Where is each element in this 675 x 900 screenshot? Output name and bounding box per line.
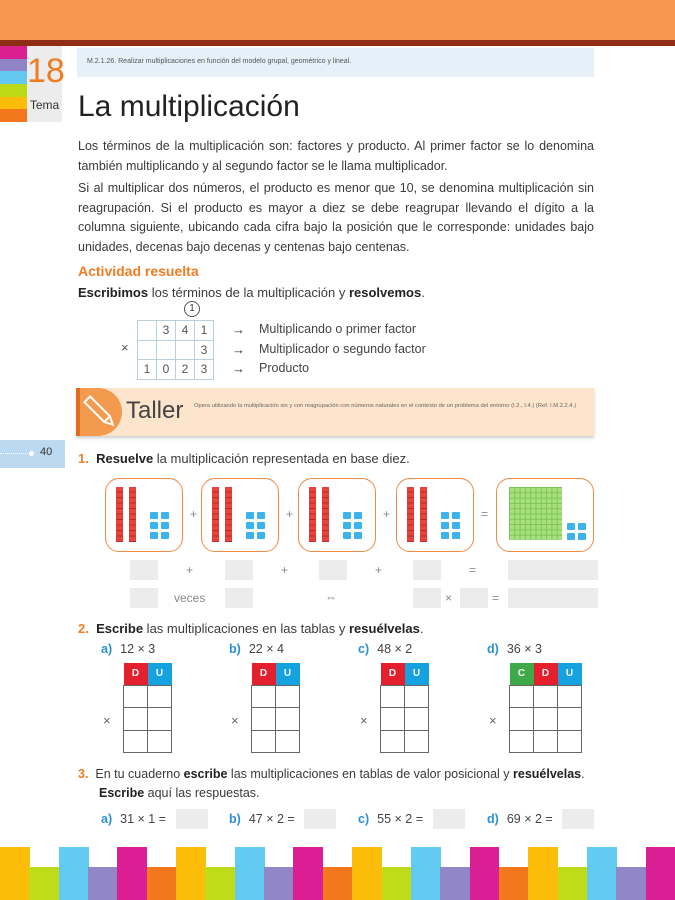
arrow-icon: → (232, 361, 245, 376)
ten-rod (309, 487, 316, 542)
item-letter: d) (487, 642, 499, 656)
answer-box[interactable] (562, 809, 594, 829)
place-value-table (251, 663, 300, 753)
item-expression: 31 × 1 = (120, 812, 166, 826)
base-ten-group (298, 478, 376, 552)
table-cell[interactable] (124, 730, 148, 753)
answer-box[interactable] (508, 588, 598, 608)
item-letter: d) (487, 812, 499, 826)
color-stripe (528, 847, 558, 900)
unit-cube (567, 523, 575, 530)
item-expression: 36 × 3 (506, 642, 542, 656)
header-row (252, 663, 300, 685)
activity-instruction (78, 283, 594, 303)
item-letter: b) (229, 812, 241, 826)
plus-sign: + (190, 507, 198, 521)
ten-rod (129, 487, 136, 542)
table-cell[interactable] (381, 708, 405, 731)
top-banner (0, 0, 675, 40)
unit-cube (150, 532, 158, 539)
answer-box[interactable] (413, 560, 441, 580)
text: . (581, 767, 585, 781)
table-cell[interactable] (148, 730, 172, 753)
table-row (510, 730, 582, 753)
plus-sign: + (383, 507, 391, 521)
grid-cell: 3 (157, 321, 176, 341)
color-stripe (59, 847, 89, 900)
table-cell[interactable] (405, 685, 429, 708)
ten-rod (407, 487, 414, 542)
color-tab (0, 84, 27, 97)
color-stripe (29, 867, 59, 900)
base-ten-group (201, 478, 279, 552)
table-row (381, 685, 429, 708)
answer-box[interactable] (225, 560, 253, 580)
text: la multiplicación representada en base diez. (153, 451, 410, 466)
grid-row (138, 340, 214, 360)
exercise-2-item-label (358, 642, 412, 656)
grid-cell (138, 321, 157, 341)
table-cell[interactable] (124, 685, 148, 708)
ten-rod (225, 487, 232, 542)
column-header-C: C (510, 663, 534, 685)
table-cell[interactable] (381, 685, 405, 708)
text: las multiplicaciones en las tablas y (143, 621, 349, 636)
color-stripe (264, 867, 294, 900)
item-letter: a) (101, 642, 113, 656)
table-cell[interactable] (276, 730, 300, 753)
table-row (252, 730, 300, 753)
ten-rod (322, 487, 329, 542)
unit-cubes (343, 512, 362, 539)
grid-row (138, 360, 214, 380)
color-stripe (0, 847, 30, 900)
unit-cubes (567, 523, 586, 540)
page-number-tab (0, 440, 65, 468)
table-cell[interactable] (405, 708, 429, 731)
unit-cube (441, 532, 449, 539)
column-header-D: D (252, 663, 276, 685)
unit-cubes (441, 512, 460, 539)
pencil-icon (76, 388, 122, 436)
item-expression: 69 × 2 = (506, 812, 553, 826)
color-stripe (382, 867, 412, 900)
column-header-U: U (276, 663, 300, 685)
operator: + (375, 563, 383, 577)
unit-cube (257, 512, 265, 519)
grid-cell: 1 (138, 360, 157, 380)
item-expression: 48 × 2 (377, 642, 413, 656)
color-stripe (411, 847, 441, 900)
intro-paragraph-2: Si al multiplicar dos números, el producto es menor que 10, se denomina multiplicación sin reagrupación. Si el producto es mayor a diez se debe reagrupar llevando el dígito a la columna siguiente, ubicando cada cifra bajo la posición que le corresponde: unidades bajo unidades, decenas bajo decenas y centenas bajo centenas. (78, 181, 594, 254)
answer-box[interactable] (304, 809, 336, 829)
arrow-icon: → (232, 341, 245, 357)
unit-cubes (150, 512, 169, 539)
color-stripe (176, 847, 206, 900)
header-row (381, 663, 429, 685)
exercise-3-item (101, 812, 166, 826)
item-expression: 55 × 2 = (377, 812, 423, 826)
table-row (510, 708, 582, 731)
times-sign: × (489, 713, 497, 728)
answer-box[interactable] (319, 560, 347, 580)
unit-cube (246, 522, 254, 529)
item-letter: b) (229, 642, 241, 656)
color-stripe (117, 847, 147, 900)
color-stripe (646, 847, 675, 900)
column-header-D: D (534, 663, 558, 685)
table-cell[interactable] (558, 708, 582, 731)
text: las multiplicaciones en tablas de valor posicional y (227, 767, 514, 781)
text: . (419, 621, 424, 636)
unit-cube (161, 522, 169, 529)
equals-sign: = (481, 507, 489, 521)
color-stripe (470, 847, 500, 900)
unit-cube (150, 512, 158, 519)
color-stripe (293, 847, 323, 900)
column-header-U: U (405, 663, 429, 685)
text: . (421, 285, 425, 300)
veces-label: veces (174, 591, 206, 605)
item-expression: 47 × 2 = (248, 812, 295, 826)
bold-word: resuélvelas (349, 621, 420, 636)
answer-box[interactable] (130, 588, 158, 608)
times-sign: × (121, 340, 129, 355)
unit-cube (441, 522, 449, 529)
skill-code: M.2.1.26. Realizar multiplicaciones en función del modelo grupal, geométrico y lineal. (77, 48, 594, 77)
unit-cube (354, 522, 362, 529)
table-cell[interactable] (534, 708, 558, 731)
unit-cube (257, 522, 265, 529)
unit-cubes (246, 512, 265, 539)
term-label: Multiplicando o primer factor (259, 322, 417, 336)
grid-row (138, 321, 214, 341)
exercise-number: 1. (78, 451, 89, 466)
bold-word: Escribe (96, 621, 144, 636)
bold-word: resolvemos (348, 285, 422, 300)
page-title: La multiplicación (78, 90, 300, 123)
header-row (510, 663, 582, 685)
table-row (381, 708, 429, 731)
table-cell[interactable] (148, 685, 172, 708)
color-stripe (587, 847, 617, 900)
taller-banner (76, 388, 594, 436)
table-cell[interactable] (276, 685, 300, 708)
unit-cube (343, 522, 351, 529)
table-cell[interactable] (558, 730, 582, 753)
table-cell[interactable] (381, 730, 405, 753)
grid-cell: 3 (195, 340, 214, 360)
item-letter: c) (358, 642, 370, 656)
answer-box[interactable] (508, 560, 598, 580)
unit-cube (150, 522, 158, 529)
unit-cube (343, 512, 351, 519)
unit-cube (567, 533, 575, 540)
unit-cube (161, 532, 169, 539)
unit-cube (246, 512, 254, 519)
table-row (124, 685, 172, 708)
color-stripe (147, 867, 177, 900)
times-sign: × (360, 713, 368, 728)
unit-cube (452, 532, 460, 539)
ten-rod (420, 487, 427, 542)
times-sign: × (103, 713, 111, 728)
table-cell[interactable] (558, 685, 582, 708)
base-ten-group (105, 478, 183, 552)
color-stripe (352, 847, 382, 900)
bold-word: resuélvelas (513, 767, 582, 781)
color-stripe (499, 867, 529, 900)
table-row (510, 685, 582, 708)
color-stripe (235, 847, 265, 900)
item-letter: a) (101, 812, 113, 826)
bold-word: Escribe (99, 786, 145, 800)
exercise-3-item (487, 812, 553, 826)
carry-digit: 1 (184, 301, 200, 317)
table-cell[interactable] (534, 730, 558, 753)
table-row (252, 685, 300, 708)
taller-text: Opera utilizando la multiplicación sin y con reagrupación con números naturales en el contexto de un problema del entorno (I.2., I.4.) (Ref. I.M.2.2.4.) (194, 403, 577, 409)
intro-paragraph-1: Los términos de la multiplicación son: factores y producto. Al primer factor se lo denomina también multiplicando y al segundo factor se le llama multiplicador. (78, 139, 594, 173)
table-cell[interactable] (510, 730, 534, 753)
table-cell[interactable] (252, 685, 276, 708)
column-header-U: U (558, 663, 582, 685)
column-header-D: D (124, 663, 148, 685)
bold-word: Escribimos (78, 285, 149, 300)
base-ten-group (396, 478, 474, 552)
unit-cube (452, 512, 460, 519)
color-tab (0, 59, 27, 72)
exercise-2-item-label (487, 642, 542, 656)
exercise-1-instruction (78, 451, 410, 466)
color-stripe (616, 867, 646, 900)
grid-cell: 2 (176, 360, 195, 380)
ten-rod (212, 487, 219, 542)
hundred-flat (509, 487, 562, 540)
color-tab (0, 109, 27, 122)
table-cell[interactable] (124, 708, 148, 731)
unit-cube (354, 512, 362, 519)
grid-cell: 4 (176, 321, 195, 341)
table-row (124, 708, 172, 731)
table-cell[interactable] (252, 708, 276, 731)
table-cell[interactable] (276, 708, 300, 731)
bold-word: escribe (183, 767, 228, 781)
item-expression: 22 × 4 (248, 642, 284, 656)
exercise-number: 3. (78, 767, 89, 781)
color-stripe (558, 867, 588, 900)
exercise-number: 2. (78, 621, 89, 636)
text: En tu cuaderno (95, 767, 184, 781)
operator: + (186, 563, 194, 577)
multiplication-grid (137, 320, 214, 380)
color-tab (0, 46, 27, 59)
grid-cell: 3 (195, 360, 214, 380)
color-stripe (88, 867, 118, 900)
unit-cube (257, 532, 265, 539)
bottom-color-stripes (0, 847, 675, 900)
header-row (124, 663, 172, 685)
exercise-2-item-label (229, 642, 284, 656)
intro-section (78, 137, 594, 303)
operator: + (281, 563, 289, 577)
term-label: Multiplicador o segundo factor (259, 341, 426, 356)
item-letter: c) (358, 812, 370, 826)
color-stripe (440, 867, 470, 900)
taller-title: Taller (126, 397, 184, 424)
color-stripe (205, 867, 235, 900)
activity-heading: Actividad resuelta (78, 263, 199, 279)
plus-sign: + (286, 507, 294, 521)
theme-badge (27, 46, 65, 122)
table-cell[interactable] (405, 730, 429, 753)
exercise-3-item (358, 812, 423, 826)
unit-cube (161, 512, 169, 519)
theme-number: 18 (27, 52, 65, 90)
unit-cube (343, 532, 351, 539)
theme-label: Tema (29, 98, 60, 112)
column-header-D: D (381, 663, 405, 685)
times-sign: × (231, 713, 239, 728)
grid-cell (176, 340, 195, 360)
place-value-table (380, 663, 429, 753)
times-sign: × (445, 591, 453, 605)
ten-rod (116, 487, 123, 542)
exercise-2-item-label (101, 642, 155, 656)
table-row (252, 708, 300, 731)
table-row (381, 730, 429, 753)
exercise-3-item (229, 812, 295, 826)
page-number: 40 (40, 446, 53, 458)
unit-cube (354, 532, 362, 539)
color-stripe (323, 867, 353, 900)
exercise-2-instruction (78, 621, 423, 636)
answer-box[interactable] (225, 588, 253, 608)
equivalence-icon: ⇔ (325, 590, 337, 604)
term-label: Producto (259, 361, 310, 375)
column-header-U: U (148, 663, 172, 685)
color-tab (0, 97, 27, 110)
answer-box[interactable] (413, 588, 441, 608)
table-row (124, 730, 172, 753)
grid-cell: 1 (195, 321, 214, 341)
unit-cube (246, 532, 254, 539)
text: los términos de la multiplicación y (148, 285, 349, 300)
answer-box[interactable] (130, 560, 158, 580)
table-cell[interactable] (148, 708, 172, 731)
table-cell[interactable] (510, 708, 534, 731)
text: aquí las respuestas. (144, 786, 260, 800)
top-divider (0, 40, 675, 46)
unit-cube (578, 533, 586, 540)
operator: = (469, 563, 477, 577)
arrow-icon: → (232, 322, 245, 337)
place-value-table (123, 663, 172, 753)
answer-box[interactable] (176, 809, 208, 829)
color-tab (0, 71, 27, 84)
table-cell[interactable] (534, 685, 558, 708)
base-ten-result (496, 478, 594, 552)
unit-cube (452, 522, 460, 529)
item-expression: 12 × 3 (120, 642, 156, 656)
color-tabs (0, 46, 27, 122)
bold-word: Resuelve (96, 451, 154, 466)
place-value-table (509, 663, 582, 753)
equals-sign: = (492, 591, 500, 605)
unit-cube (578, 523, 586, 530)
grid-cell (138, 340, 157, 360)
grid-cell (157, 340, 176, 360)
answer-box[interactable] (460, 588, 488, 608)
grid-cell: 0 (157, 360, 176, 380)
table-cell[interactable] (510, 685, 534, 708)
exercise-3-instruction (78, 765, 585, 803)
unit-cube (441, 512, 449, 519)
answer-box[interactable] (433, 809, 465, 829)
table-cell[interactable] (252, 730, 276, 753)
